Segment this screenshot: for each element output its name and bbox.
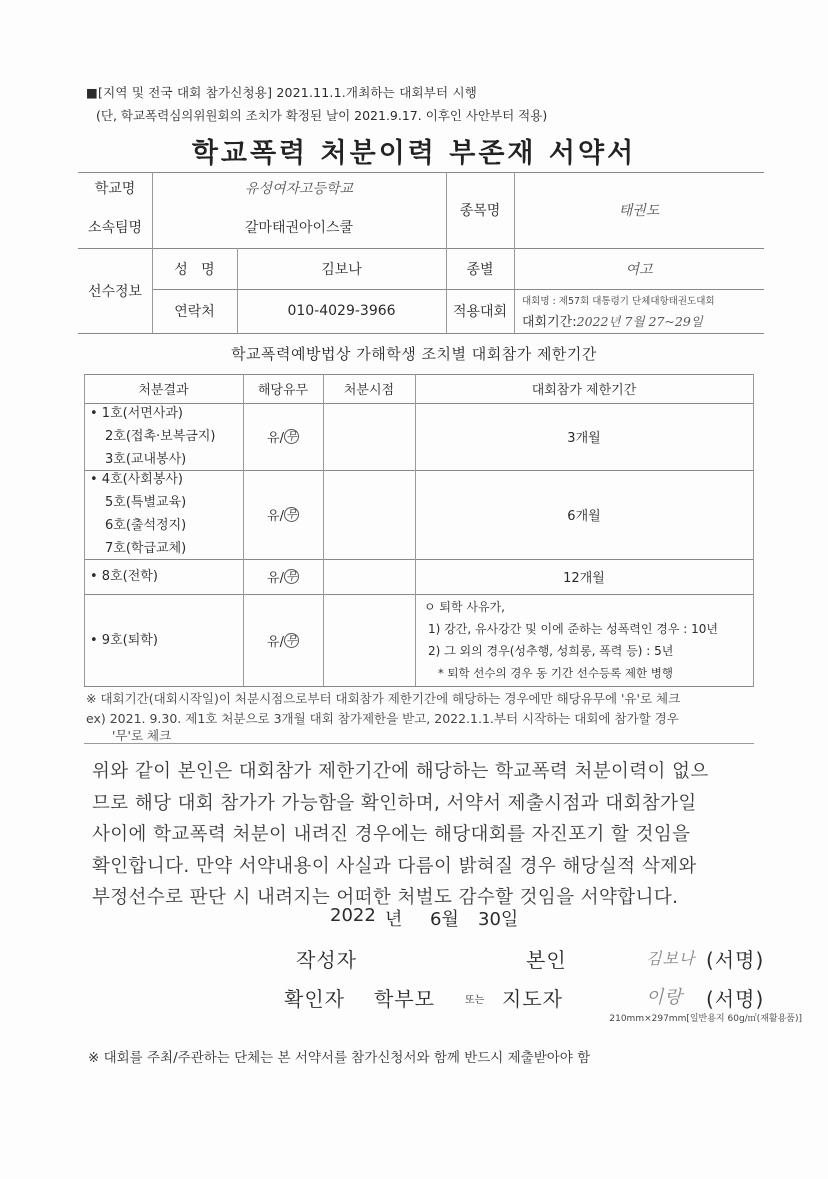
table-row3-border bbox=[84, 594, 754, 595]
restriction-table-title: 학교폭력예방법상 가해학생 조치별 대회참가 제한기간 bbox=[231, 345, 597, 363]
date-year-unit: 년 bbox=[385, 909, 403, 930]
row2-period: 6개월 bbox=[567, 509, 601, 524]
yes-option: 유/ bbox=[267, 571, 284, 586]
pledge-line: 사이에 학교폭력 처분이 내려진 경우에는 해당대회를 자진포기 할 것임을 bbox=[92, 824, 691, 845]
school-label: 학교명 bbox=[94, 181, 136, 197]
expulsion-note: * 퇴학 선수의 경우 동 기간 선수등록 제한 병행 bbox=[438, 666, 673, 680]
paper-spec: 210mm×297mm[일반용지 60g/㎡(재활용품)] bbox=[609, 1014, 802, 1024]
period-label: 대회기간: bbox=[522, 315, 577, 330]
pledge-line: 므로 해당 대회 참가가 가능함을 확인하며, 서약서 제출시점과 대회참가일 bbox=[92, 792, 697, 814]
row1-period: 3개월 bbox=[567, 431, 601, 446]
notice-line-1 bbox=[86, 83, 477, 101]
team-value: 갈마태권아이스쿨 bbox=[244, 220, 354, 236]
note-1: ※ 대회기간(대회시작일)이 처분시점으로부터 대회참가 제한기간에 해당하는 경우에만 해당유무에 '유'로 체크 bbox=[86, 691, 681, 706]
school-value: 유성여자고등학교 bbox=[244, 181, 354, 197]
list-item: • 1호(서면사과) bbox=[90, 406, 184, 421]
event-label: 종목명 bbox=[459, 203, 501, 219]
table-vline-2 bbox=[323, 374, 324, 686]
footer-note: ※ 대회를 주최/주관하는 단체는 본 서약서를 참가신청서와 함께 반드시 제출받아야 함 bbox=[88, 1050, 591, 1066]
notice-line-2: (단, 학교폭력심의위원회의 조치가 확정된 날이 2021.9.17. 이후인 사안부터 적용) bbox=[96, 108, 548, 123]
expulsion-case-1: 1) 강간, 유사강간 및 이에 준하는 성폭력인 경우 : 10년 bbox=[428, 622, 719, 636]
no-option-circled: 무 bbox=[284, 507, 299, 522]
expulsion-case-2: 2) 그 외의 경우(성추행, 성희롱, 폭력 등) : 5년 bbox=[428, 644, 674, 658]
period-value: 2022년 7월 27~29일 bbox=[576, 314, 703, 329]
no-option-circled: 무 bbox=[284, 633, 299, 648]
team-label: 소속팀명 bbox=[87, 220, 143, 236]
row2-items bbox=[90, 468, 186, 560]
parent-label: 학부모 bbox=[374, 987, 435, 1011]
document-title: 학교폭력 처분이력 부존재 서약서 bbox=[191, 138, 637, 169]
pledge-line: 위와 같이 본인은 대회참가 제한기간에 해당하는 학교폭력 처분이력이 없으 bbox=[92, 761, 709, 782]
list-item: • 4호(사회봉사) bbox=[90, 472, 184, 487]
table-bottom-border bbox=[84, 686, 754, 687]
list-item: 3호(교내봉사) bbox=[105, 452, 187, 467]
list-item: 2호(접촉·보복금지) bbox=[105, 429, 216, 444]
row1-items bbox=[90, 402, 215, 471]
event-value: 태권도 bbox=[618, 203, 660, 219]
list-item: 6호(출석정지) bbox=[105, 518, 187, 533]
coach-sign-mark: (서명) bbox=[706, 987, 765, 1011]
notice-line-1-text: [지역 및 전국 대회 참가신청용] 2021.11.1.개최하는 대회부터 시행 bbox=[98, 85, 478, 100]
pledge-line: 부정선수로 판단 시 내려지는 어떠한 처벌도 감수할 것임을 서약합니다. bbox=[92, 887, 679, 908]
self-signature: 김보나 bbox=[646, 949, 696, 968]
pledge-line: 확인합니다. 만약 서약내용이 사실과 다름이 밝혀질 경우 해당실적 삭제와 bbox=[92, 855, 697, 877]
row4-period bbox=[424, 596, 718, 684]
info-bottom-border bbox=[78, 333, 764, 334]
row3-applicable bbox=[243, 559, 323, 594]
category-label: 종별 bbox=[466, 261, 494, 278]
contact-label: 연락처 bbox=[174, 304, 215, 320]
row1-applicable bbox=[243, 403, 323, 470]
note-2: ex) 2021. 9.30. 제1호 처분으로 3개월 대회 참가제한을 받고, 2022.1.1.부터 시작하는 대회에 참가할 경우 bbox=[86, 711, 679, 726]
date-month: 6월 bbox=[430, 909, 459, 930]
row4-items bbox=[90, 629, 158, 652]
yes-option: 유/ bbox=[267, 509, 284, 524]
table-right-border bbox=[753, 374, 754, 686]
self-label: 본인 bbox=[526, 948, 567, 972]
confirmer-label: 확인자 bbox=[284, 987, 345, 1011]
name-value: 김보나 bbox=[321, 261, 362, 278]
yes-option: 유/ bbox=[267, 431, 284, 446]
list-item: 7호(학급교체) bbox=[105, 541, 187, 556]
notes-divider bbox=[84, 743, 754, 744]
coach-signature: 이랑 bbox=[646, 987, 683, 1008]
date-year: 2022 bbox=[330, 905, 376, 926]
row3-items bbox=[90, 565, 158, 588]
player-info-label: 선수정보 bbox=[87, 283, 143, 300]
header-applicable: 해당유무 bbox=[257, 383, 309, 398]
competition-name: 대회명 : 제57회 대통령기 단체대항태권도대회 bbox=[522, 296, 715, 307]
list-item: 5호(특별교육) bbox=[105, 495, 187, 510]
row4-applicable bbox=[243, 594, 323, 686]
expulsion-reason-heading: ㅇ 퇴학 사유가, bbox=[424, 600, 505, 614]
self-sign-mark: (서명) bbox=[706, 948, 765, 972]
row2-applicable bbox=[243, 470, 323, 559]
pledge-text bbox=[92, 756, 792, 914]
category-value: 여고 bbox=[625, 261, 653, 278]
competition-period bbox=[522, 311, 703, 330]
row3-period: 12개월 bbox=[563, 571, 605, 586]
contact-value: 010-4029-3966 bbox=[287, 303, 396, 319]
yes-option: 유/ bbox=[267, 634, 284, 650]
or-label: 또는 bbox=[465, 995, 485, 1006]
writer-label: 작성자 bbox=[296, 948, 357, 972]
table-left-border bbox=[84, 374, 85, 686]
no-option-circled: 무 bbox=[284, 569, 299, 584]
apply-competition-label: 적용대회 bbox=[452, 304, 508, 320]
name-label: 성 명 bbox=[174, 261, 215, 278]
list-item: • 9호(퇴학) bbox=[90, 633, 158, 648]
list-item: • 8호(전학) bbox=[90, 569, 158, 584]
note-3: '무'로 체크 bbox=[112, 728, 172, 743]
header-time: 처분시점 bbox=[343, 383, 395, 398]
coach-label: 지도자 bbox=[502, 987, 563, 1011]
no-option-circled: 무 bbox=[284, 429, 299, 444]
header-period: 대회참가 제한기간 bbox=[531, 383, 637, 398]
notice-marker: ■ bbox=[86, 85, 99, 100]
date-day: 30일 bbox=[478, 909, 519, 930]
header-result: 처분결과 bbox=[138, 383, 189, 398]
